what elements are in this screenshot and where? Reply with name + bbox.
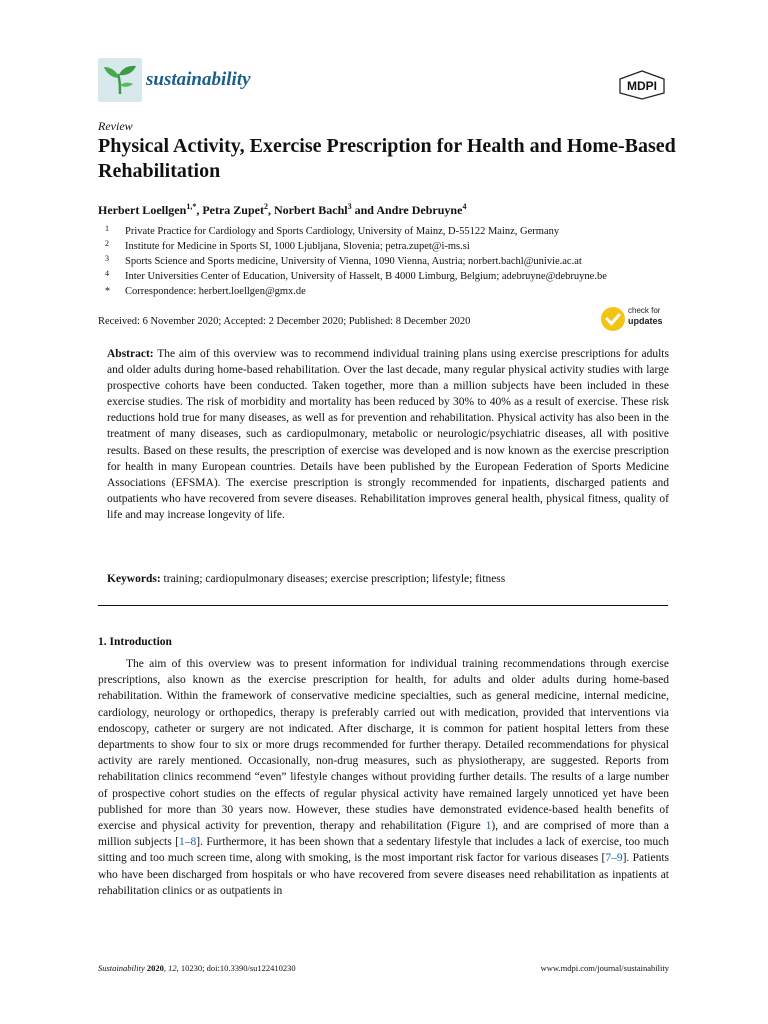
affiliation-item — [98, 224, 678, 239]
introduction-paragraph — [98, 656, 669, 899]
footer-url[interactable]: www.mdpi.com/journal/sustainability — [540, 963, 669, 973]
affiliation-item — [98, 254, 678, 269]
keywords — [107, 573, 669, 585]
citation-link[interactable]: 1–8 — [179, 836, 197, 849]
citation-link[interactable]: 7–9 — [605, 852, 623, 865]
footer-year: 2020 — [146, 963, 164, 973]
author-separator: , — [267, 203, 274, 217]
check-updates-label — [628, 306, 663, 327]
check-updates-line2: updates — [628, 316, 663, 326]
affiliation-number: 2 — [105, 239, 109, 248]
affiliation-text: Correspondence: herbert.loellgen@gmx.de — [125, 286, 306, 297]
author-separator: and — [351, 203, 377, 217]
affiliation-number: 1 — [105, 224, 109, 233]
author-affiliation-mark: 1,* — [186, 202, 197, 211]
affiliation-text: Private Practice for Cardiology and Sports Cardiology, University of Mainz, D-55122 Mainz, Germany — [125, 226, 560, 237]
figure-link[interactable]: 1 — [485, 820, 492, 833]
affiliation-number: 3 — [105, 254, 109, 263]
intro-text-2: ), and are comprised of more than a million subjects [ — [98, 820, 669, 849]
author-name: Norbert Bachl — [273, 203, 348, 217]
footer-doi: , 10230; doi:10.3390/su122410230 — [176, 963, 296, 973]
mdpi-logo — [616, 70, 668, 100]
author-name: Herbert Loellgen — [98, 203, 187, 217]
intro-text-3: ]. Furthermore, it has been shown that a sedentary lifestyle that includes a lack of exercise, too much sitting and too much screen time, along with smoking, is the most important risk factor for various diseases [ — [98, 836, 669, 865]
article-title: Physical Activity, Exercise Prescription for Health and Home-Based Rehabilitation — [98, 135, 676, 182]
author-affiliation-mark: 3 — [347, 202, 352, 211]
affiliation-text: Institute for Medicine in Sports SI, 1000 Ljubljana, Slovenia; petra.zupet@i-ms.si — [125, 241, 470, 252]
affiliation-text: Inter Universities Center of Education, University of Hasselt, B 4000 Limburg, Belgium; adebruyne@debruyne.be — [125, 271, 607, 282]
author-name: Andre Debruyne — [376, 203, 463, 217]
author-separator: , — [196, 203, 203, 217]
author-name: Petra Zupet — [202, 203, 264, 217]
section-divider — [98, 605, 668, 606]
journal-name: sustainability — [146, 69, 251, 90]
intro-text-1: The aim of this overview was to present information for individual training recommendations through exercise prescriptions, also known as the exercise prescription for health, for adults and older adults during home-based rehabilitation. Within the framework of conservative medicine specialties, such as general medicine, internal medicine, cardiology, neurology or orthopedics, therapy is preferably carried out with medication, provided that interventions via endoscopy, catheter or surgery are not indicated. After discharge, it is common for patient hospital letters from these departments to show four to six or more drugs recommended for further therapy. Detailed recommendations for physical activity are rarely mentioned. Occasionally, non-drug measures, such as physiotherapy, are suggested. Reports from rehabilitation clinics recommend “even” lifestyle changes without providing further details. The results of a large number of prospective cohort studies on the effects of regular physical activity have remained largely unnoticed yet have been published for more than 30 years now. However, these studies have demonstrated evidence-based health benefits of exercise and physical activity for prevention, therapy and rehabilitation (Figure — [98, 658, 669, 833]
footer-citation: Sustainability 2020, 12, 10230; doi:10.3390/su122410230 — [98, 963, 296, 973]
keywords-label: Keywords: — [107, 573, 161, 585]
footer-volume: 12 — [168, 963, 177, 973]
intro-text-4: ]. Patients who have been discharged from hospitals or who have recovered from severe diseases need rehabilitation as inpatients at rehabilitation clinics or as outpatients in — [98, 852, 669, 897]
abstract-text: The aim of this overview was to recommend individual training plans using exercise prescriptions for adults and older adults during home-based rehabilitation. Over the last decade, many regular physical activity studies with large prospective cohorts have been conducted. Taken together, more than a million subjects have been included in these exercise studies. The risk of morbidity and mortality has been reduced by 30% to 40% as a result of exercise. These risk reductions hold true for many diseases, as well as for prevention and rehabilitation. Physical activity has also been in the treatment of many diseases, such as cardiopulmonary, metabolic or neurologic/psychiatric diseases, all with positive results. Based on these results, the prescription of exercise was developed and is now known as the exercise prescription for health in many European countries. Details have been published by the European Federation of Sports Medicine Associations (EFSMA). The exercise prescription is strongly recommended for inpatients, discharged patients and outpatients who have recovered from severe diseases. Rehabilitation improves general health, physical fitness, quality of life and may increase longevity of life. — [107, 348, 669, 521]
abstract-label: Abstract: — [107, 348, 154, 360]
affiliation-text: Sports Science and Sports medicine, University of Vienna, 1090 Vienna, Austria; norbert.bachl@univie.ac.at — [125, 256, 582, 267]
publisher-name: MDPI — [627, 79, 657, 93]
author-affiliation-mark: 4 — [462, 202, 467, 211]
section-heading: 1. Introduction — [98, 636, 172, 648]
author-list — [98, 202, 466, 218]
affiliation-item — [98, 239, 678, 254]
publication-dates: Received: 6 November 2020; Accepted: 2 December 2020; Published: 8 December 2020 — [98, 316, 471, 327]
affiliation-item — [98, 284, 678, 299]
affiliation-number: * — [105, 286, 110, 297]
article-type: Review — [98, 119, 133, 133]
journal-logo — [98, 58, 142, 102]
keywords-text: training; cardiopulmonary diseases; exercise prescription; lifestyle; fitness — [163, 573, 506, 585]
abstract — [107, 346, 669, 523]
author-affiliation-mark: 2 — [263, 202, 268, 211]
check-for-updates-badge[interactable] — [600, 304, 672, 334]
affiliation-list — [98, 224, 678, 299]
affiliation-number: 4 — [105, 269, 109, 278]
footer-journal: Sustainability — [98, 963, 145, 973]
affiliation-item — [98, 269, 678, 284]
sprout-icon — [98, 58, 142, 102]
check-updates-icon — [600, 306, 626, 332]
check-updates-line1: check for — [628, 306, 661, 315]
